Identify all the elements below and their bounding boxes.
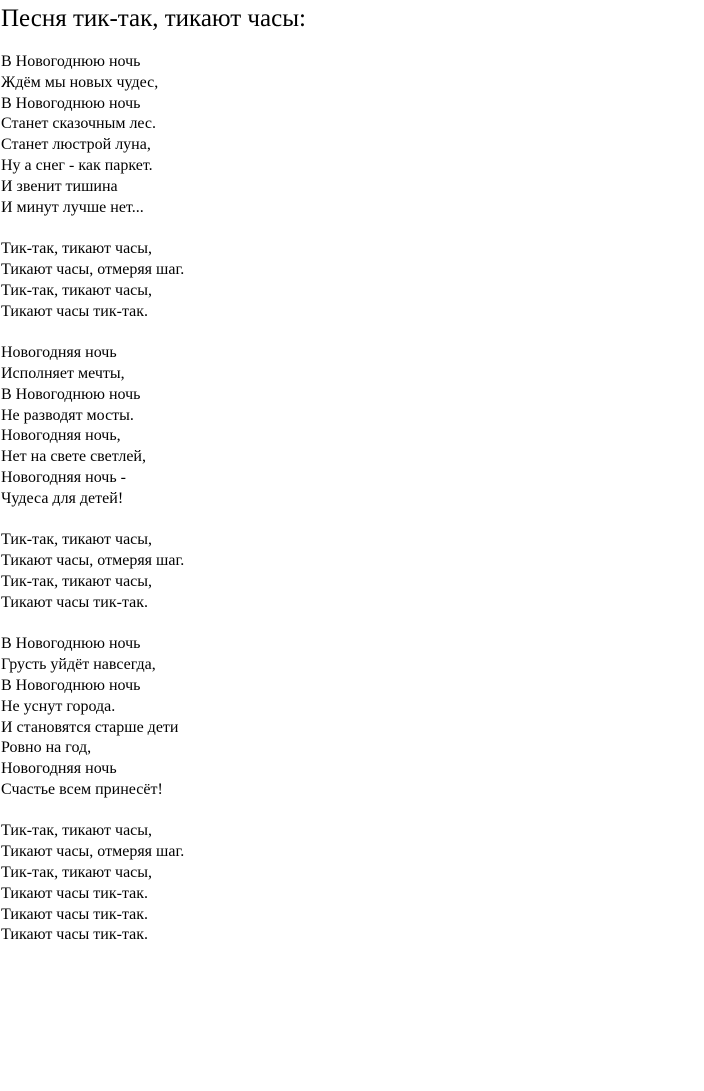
lyric-line: Ждём мы новых чудес,: [1, 73, 159, 91]
lyric-line: Исполняет мечты,: [1, 364, 125, 382]
lyric-line: И становятся старше дети: [1, 718, 179, 736]
lyric-line: Ровно на год,: [1, 739, 92, 757]
lyric-line: Тик-так, тикают часы,: [1, 531, 153, 549]
lyric-line: В Новогоднюю ночь: [1, 676, 141, 694]
song-lyrics: [1, 52, 691, 967]
lyric-line: Новогодняя ночь: [1, 344, 117, 362]
lyric-line: Тикают часы, отмеряя шаг.: [1, 260, 185, 278]
lyric-line: Тикают часы тик-так.: [1, 905, 149, 923]
lyric-line: Тикают часы, отмеряя шаг.: [1, 552, 185, 570]
lyric-line: Тик-так, тикают часы,: [1, 822, 153, 840]
stanza: [1, 821, 691, 946]
lyric-line: Счастье всем принесёт!: [1, 780, 163, 798]
lyric-line: Грусть уйдёт навсегда,: [1, 656, 156, 674]
lyric-line: В Новогоднюю ночь: [1, 385, 141, 403]
lyric-line: Тик-так, тикают часы,: [1, 240, 153, 258]
stanza: [1, 634, 691, 800]
lyric-line: И звенит тишина: [1, 177, 118, 195]
stanza: [1, 52, 691, 218]
lyric-line: Тикают часы тик-так.: [1, 302, 149, 320]
lyric-line: Станет люстрой луна,: [1, 136, 151, 154]
lyric-line: Новогодняя ночь,: [1, 427, 121, 445]
lyric-line: В Новогоднюю ночь: [1, 94, 141, 112]
lyric-line: Нет на свете светлей,: [1, 448, 146, 466]
lyric-line: Новогодняя ночь -: [1, 468, 126, 486]
lyric-line: Тикают часы тик-так.: [1, 884, 149, 902]
lyric-line: Не уснут города.: [1, 697, 116, 715]
lyric-line: Ну а снег - как паркет.: [1, 156, 153, 174]
lyric-line: Тик-так, тикают часы,: [1, 281, 153, 299]
lyric-line: В Новогоднюю ночь: [1, 53, 141, 70]
lyric-line: Станет сказочным лес.: [1, 115, 157, 133]
stanza: [1, 343, 691, 509]
lyric-line: Не разводят мосты.: [1, 406, 134, 424]
lyric-line: Чудеса для детей!: [1, 489, 124, 507]
stanza: [1, 530, 691, 613]
lyric-line: Тикают часы тик-так.: [1, 593, 149, 611]
song-title: Песня тик-так, тикают часы:: [1, 5, 306, 32]
lyric-line: Тикают часы, отмеряя шаг.: [1, 843, 185, 861]
lyric-line: Тик-так, тикают часы,: [1, 572, 153, 590]
lyric-line: Тикают часы тик-так.: [1, 926, 149, 944]
lyric-line: Новогодняя ночь: [1, 760, 117, 778]
lyric-line: И минут лучше нет...: [1, 198, 144, 216]
stanza: [1, 239, 691, 322]
lyric-line: В Новогоднюю ночь: [1, 635, 141, 653]
lyric-line: Тик-так, тикают часы,: [1, 864, 153, 882]
